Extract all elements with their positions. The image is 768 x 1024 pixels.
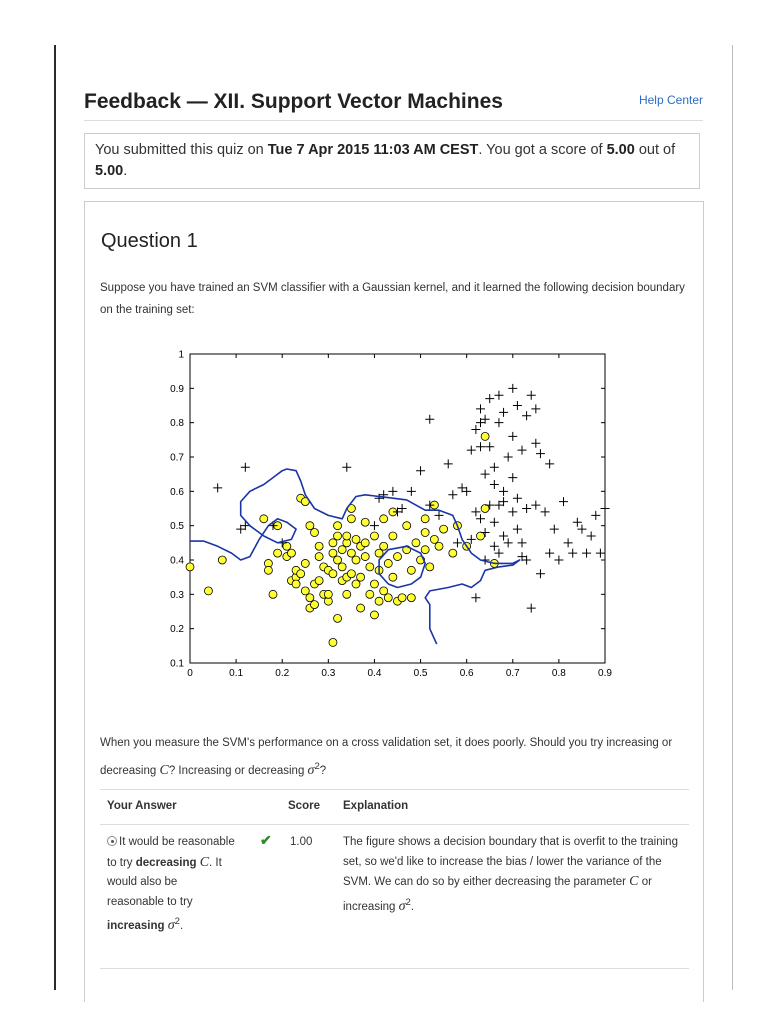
negative-example-point bbox=[477, 532, 485, 540]
answer-increasing: increasing bbox=[107, 919, 168, 932]
negative-example-point bbox=[412, 539, 420, 547]
max-score-value: 5.00 bbox=[95, 163, 124, 179]
x-tick-label: 0.9 bbox=[598, 668, 612, 679]
negative-example-point bbox=[297, 570, 305, 578]
negative-example-point bbox=[329, 549, 337, 557]
negative-example-point bbox=[481, 432, 489, 440]
negative-example-point bbox=[347, 570, 355, 578]
prompt-c-symbol: C bbox=[159, 762, 169, 778]
negative-example-point bbox=[389, 532, 397, 540]
answer-sigma-symbol: σ bbox=[167, 917, 175, 933]
question-box bbox=[84, 201, 704, 1002]
submission-notice bbox=[84, 133, 700, 189]
negative-example-point bbox=[338, 563, 346, 571]
negative-example-point bbox=[334, 614, 342, 622]
negative-example-point bbox=[352, 535, 360, 543]
question-intro: Suppose you have trained an SVM classifier with a Gaussian kernel, and it learned the following decision boundary on the training set: bbox=[100, 282, 685, 316]
x-tick-label: 0.7 bbox=[505, 668, 520, 679]
decision-boundary-chart bbox=[170, 339, 615, 684]
prompt-end: ? bbox=[319, 764, 327, 777]
selected-radio-icon bbox=[107, 836, 117, 846]
negative-example-point bbox=[421, 515, 429, 523]
negative-example-point bbox=[329, 539, 337, 547]
prompt-sigma-symbol: σ bbox=[307, 762, 315, 778]
explanation-c-symbol: C bbox=[629, 874, 639, 889]
x-tick-label: 0.8 bbox=[551, 668, 566, 679]
negative-example-point bbox=[352, 580, 360, 588]
page-title: Feedback — XII. Support Vector Machines bbox=[84, 90, 503, 113]
explanation-cell bbox=[343, 833, 683, 917]
x-tick-label: 0 bbox=[187, 668, 193, 679]
negative-example-point bbox=[352, 556, 360, 564]
negative-example-point bbox=[338, 546, 346, 554]
negative-example-point bbox=[287, 549, 295, 557]
y-tick-label: 0.9 bbox=[170, 383, 184, 395]
score-cell: 1.00 bbox=[290, 836, 313, 848]
negative-example-point bbox=[274, 549, 282, 557]
negative-example-point bbox=[306, 594, 314, 602]
negative-example-point bbox=[329, 570, 337, 578]
negative-example-point bbox=[370, 580, 378, 588]
left-border-line bbox=[54, 45, 56, 990]
negative-example-point bbox=[481, 505, 489, 513]
negative-example-point bbox=[311, 529, 319, 537]
answer-end: . bbox=[179, 919, 184, 932]
answer-decreasing: decreasing bbox=[135, 856, 200, 869]
negative-example-point bbox=[334, 532, 342, 540]
negative-example-point bbox=[426, 563, 434, 571]
negative-example-point bbox=[380, 542, 388, 550]
notice-suffix: . bbox=[123, 163, 128, 179]
negative-example-point bbox=[389, 573, 397, 581]
y-tick-label: 1 bbox=[178, 349, 184, 361]
explanation-text-a: The figure shows a decision boundary that is overfit to the training set, so we'd like to increase the bias / lower the variance of the SVM. We can do so by either decreasing the parameter bbox=[343, 836, 678, 888]
notice-middle: . You got a score of bbox=[478, 142, 607, 158]
negative-example-point bbox=[260, 515, 268, 523]
right-border-line bbox=[732, 45, 733, 990]
correct-check-icon: ✔ bbox=[260, 832, 272, 848]
negative-example-point bbox=[292, 580, 300, 588]
explanation-text-b: or increasing bbox=[343, 876, 652, 913]
y-tick-label: 0.5 bbox=[170, 521, 184, 533]
negative-example-point bbox=[186, 563, 194, 571]
negative-example-point bbox=[334, 556, 342, 564]
table-header bbox=[100, 789, 689, 825]
negative-example-point bbox=[435, 542, 443, 550]
answer-sigma-exponent: 2 bbox=[174, 916, 180, 927]
negative-example-point bbox=[357, 573, 365, 581]
negative-example-point bbox=[357, 604, 365, 612]
negative-example-point bbox=[384, 594, 392, 602]
prompt-sigma-exponent: 2 bbox=[314, 761, 320, 772]
x-tick-label: 0.2 bbox=[275, 668, 290, 679]
negative-example-point bbox=[315, 577, 323, 585]
question-prompt bbox=[100, 731, 690, 783]
negative-example-point bbox=[269, 590, 277, 598]
negative-example-point bbox=[440, 525, 448, 533]
header-score: Score bbox=[288, 800, 320, 812]
submission-date: Tue 7 Apr 2015 11:03 AM CEST bbox=[267, 142, 479, 158]
negative-example-point bbox=[315, 553, 323, 561]
prompt-text-b: ? Increasing or decreasing bbox=[168, 764, 308, 777]
answer-c-symbol: C bbox=[199, 854, 210, 870]
negative-example-point bbox=[394, 553, 402, 561]
negative-example-point bbox=[324, 590, 332, 598]
y-tick-label: 0.7 bbox=[170, 452, 184, 464]
explanation-sigma-symbol: σ bbox=[398, 898, 406, 914]
negative-example-point bbox=[361, 539, 369, 547]
negative-example-point bbox=[370, 532, 378, 540]
negative-example-point bbox=[370, 611, 378, 619]
help-center-link[interactable]: Help Center bbox=[638, 93, 703, 107]
y-tick-label: 0.1 bbox=[170, 658, 184, 670]
page-header bbox=[84, 88, 703, 121]
negative-example-point bbox=[366, 563, 374, 571]
explanation-end: . bbox=[410, 900, 415, 913]
negative-example-point bbox=[283, 542, 291, 550]
prompt-text-a: When you measure the SVM's performance on a cross validation set, it does poorly. Should you try increasing or decreasing bbox=[100, 737, 673, 777]
negative-example-point bbox=[347, 515, 355, 523]
y-tick-label: 0.2 bbox=[170, 624, 184, 636]
score-value: 5.00 bbox=[606, 142, 635, 158]
your-answer-cell bbox=[107, 833, 237, 936]
negative-example-point bbox=[204, 587, 212, 595]
x-tick-label: 0.1 bbox=[229, 668, 244, 679]
x-tick-label: 0.6 bbox=[459, 668, 474, 679]
negative-example-point bbox=[361, 518, 369, 526]
explanation-sigma-exponent: 2 bbox=[405, 896, 411, 908]
negative-example-point bbox=[306, 522, 314, 530]
negative-example-point bbox=[264, 566, 272, 574]
header-your-answer: Your Answer bbox=[107, 800, 177, 812]
negative-example-point bbox=[343, 532, 351, 540]
negative-example-point bbox=[311, 601, 319, 609]
negative-example-point bbox=[334, 522, 342, 530]
y-tick-label: 0.8 bbox=[170, 418, 184, 430]
table-row bbox=[100, 825, 689, 969]
negative-example-point bbox=[421, 529, 429, 537]
negative-example-point bbox=[343, 590, 351, 598]
negative-example-point bbox=[421, 546, 429, 554]
y-tick-label: 0.6 bbox=[170, 486, 184, 498]
question-title: Question 1 bbox=[101, 230, 198, 252]
negative-example-point bbox=[380, 515, 388, 523]
y-tick-label: 0.4 bbox=[170, 555, 184, 567]
answer-table bbox=[100, 789, 689, 969]
y-tick-label: 0.3 bbox=[170, 589, 184, 601]
negative-example-point bbox=[380, 587, 388, 595]
answer-text-b: . It would also be reasonable to try bbox=[107, 856, 222, 908]
answer-text-a: It would be reasonable to try bbox=[107, 836, 235, 869]
negative-example-point bbox=[375, 597, 383, 605]
header-explanation: Explanation bbox=[343, 800, 409, 812]
negative-example-point bbox=[315, 542, 323, 550]
notice-prefix: You submitted this quiz on bbox=[95, 142, 268, 158]
negative-example-point bbox=[403, 522, 411, 530]
negative-example-point bbox=[301, 559, 309, 567]
x-tick-label: 0.5 bbox=[413, 668, 428, 679]
negative-example-point bbox=[218, 556, 226, 564]
negative-example-point bbox=[347, 549, 355, 557]
x-tick-label: 0.4 bbox=[367, 668, 382, 679]
negative-example-point bbox=[366, 590, 374, 598]
notice-out-of: out of bbox=[634, 142, 676, 158]
negative-example-point bbox=[398, 594, 406, 602]
negative-example-point bbox=[301, 587, 309, 595]
negative-example-point bbox=[449, 549, 457, 557]
negative-example-point bbox=[384, 559, 392, 567]
negative-example-point bbox=[407, 566, 415, 574]
x-tick-label: 0.3 bbox=[321, 668, 336, 679]
negative-example-point bbox=[430, 535, 438, 543]
negative-example-point bbox=[407, 594, 415, 602]
negative-example-point bbox=[329, 638, 337, 646]
negative-example-point bbox=[361, 553, 369, 561]
